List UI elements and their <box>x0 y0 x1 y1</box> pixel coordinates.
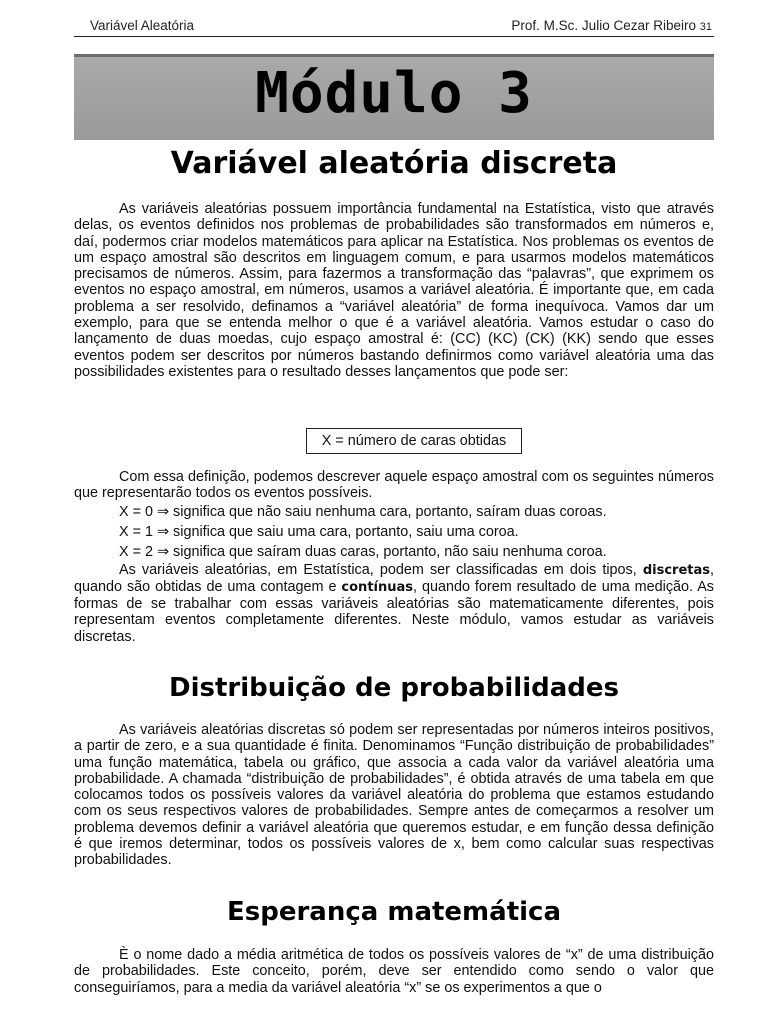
module-banner <box>74 54 714 140</box>
expectation-paragraph: È o nome dado a média aritmética de todos os possíveis valores de “x” de uma distribuição de probabilidades. Este conceito, porém, deve ser entendido como sendo o valor que conseguiríamos, para a media da variável aleatória “x” se os experimentos a que o <box>74 947 714 996</box>
formula-box: X = número de caras obtidas <box>306 428 522 454</box>
distribution-block <box>74 722 714 869</box>
distribution-paragraph: As variáveis aleatórias discretas só podem ser representadas por números inteiros positivos, a partir de zero, e a sua quantidade é finita. Denominamos “Função distribuição de probabilidades” uma função matemática, tabela ou gráfico, que associa a cada valor da variável aleatória uma probabilidade. A chamada “distribuição de probabilidades”, é obtida através de uma tabela em que colocamos todos os possíveis valores da variável aleatória do problema que estamos estudando com os seus respectivos valores de probabilidades. Sempre antes de começarmos a resolver um problema devemos definir a variável aleatória que queremos estudar, e em função dessa definição é que iremos determinar, todos os possíveis valores de x, bem como calcular suas respectivas probabilidades. <box>74 722 714 869</box>
classification-start: As variáveis aleatórias, em Estatística, podem ser classificadas em dois tipos, <box>119 561 643 578</box>
intro-paragraph: As variáveis aleatórias possuem importância fundamental na Estatística, visto que através delas, os eventos definidos nos problemas de probabilidades são transformados em números e, daí, podermos criar modelos matemáticos para aplicar na Estatística. Nos problemas os eventos de um espaço amostral são descritos em linguagem comum, e para usarmos modelos matemáticos precisamos de números. Assim, para fazermos a transformação das “palavras”, que exprimem os eventos no espaço amostral, em números, usamos a variável aleatória. É importante que, em cada problema a ser resolvido, definamos a “variável aleatória” de forma inequívoca. Vamos dar um exemplo, para que se entenda melhor o que é a variável aleatória. Vamos estudar o caso do lançamento de duas moedas, cujo espaço amostral é: (CC) (KC) (CK) (KK) sendo que esses eventos podem ser descritos por números bastando definirmos como variável aleatória uma das possibilidades existentes para o resultado desses lançamentos que pode ser: <box>74 201 714 380</box>
section-title-distribution: Distribuição de probabilidades <box>168 673 619 703</box>
header-author-name: Prof. M.Sc. Julio Cezar Ribeiro <box>511 18 696 33</box>
term-discretas: discretas <box>642 562 710 578</box>
case-x2: X = 2 ⇒ significa que saíram duas caras, portanto, não saiu nenhuma coroa. <box>119 543 607 560</box>
after-formula-paragraph: Com essa definição, podemos descrever aquele espaço amostral com os seguintes números que representarão todos os eventos possíveis. <box>74 469 714 502</box>
case-x1: X = 1 ⇒ significa que saiu uma cara, portanto, saiu uma coroa. <box>119 523 519 540</box>
page-number: 31 <box>699 21 712 33</box>
intro-paragraph-block <box>74 201 714 380</box>
module-title: Módulo 3 <box>255 61 533 126</box>
header-subject: Variável Aleatória <box>90 18 195 33</box>
classification-end: , quando forem resultado de uma medição. As formas de se trabalhar com essas variáveis aleatórias são matematicamente diferentes, pois representam eventos completamente diferentes. Neste módulo, vamos estudar as variáveis discretas. <box>74 578 714 645</box>
section-title-discrete-variable: Variável aleatória discreta <box>170 146 618 181</box>
definition-block <box>74 469 714 645</box>
page-header <box>74 16 714 37</box>
term-continuas: contínuas <box>341 579 414 595</box>
case-x0: X = 0 ⇒ significa que não saiu nenhuma cara, portanto, saíram duas coroas. <box>119 503 607 520</box>
expectation-block <box>74 947 714 996</box>
classification-mid: , quando são obtidas de uma contagem e <box>74 561 714 595</box>
section-title-expectation: Esperança matemática <box>226 897 561 927</box>
header-author <box>511 17 712 36</box>
classification-paragraph <box>74 562 714 645</box>
